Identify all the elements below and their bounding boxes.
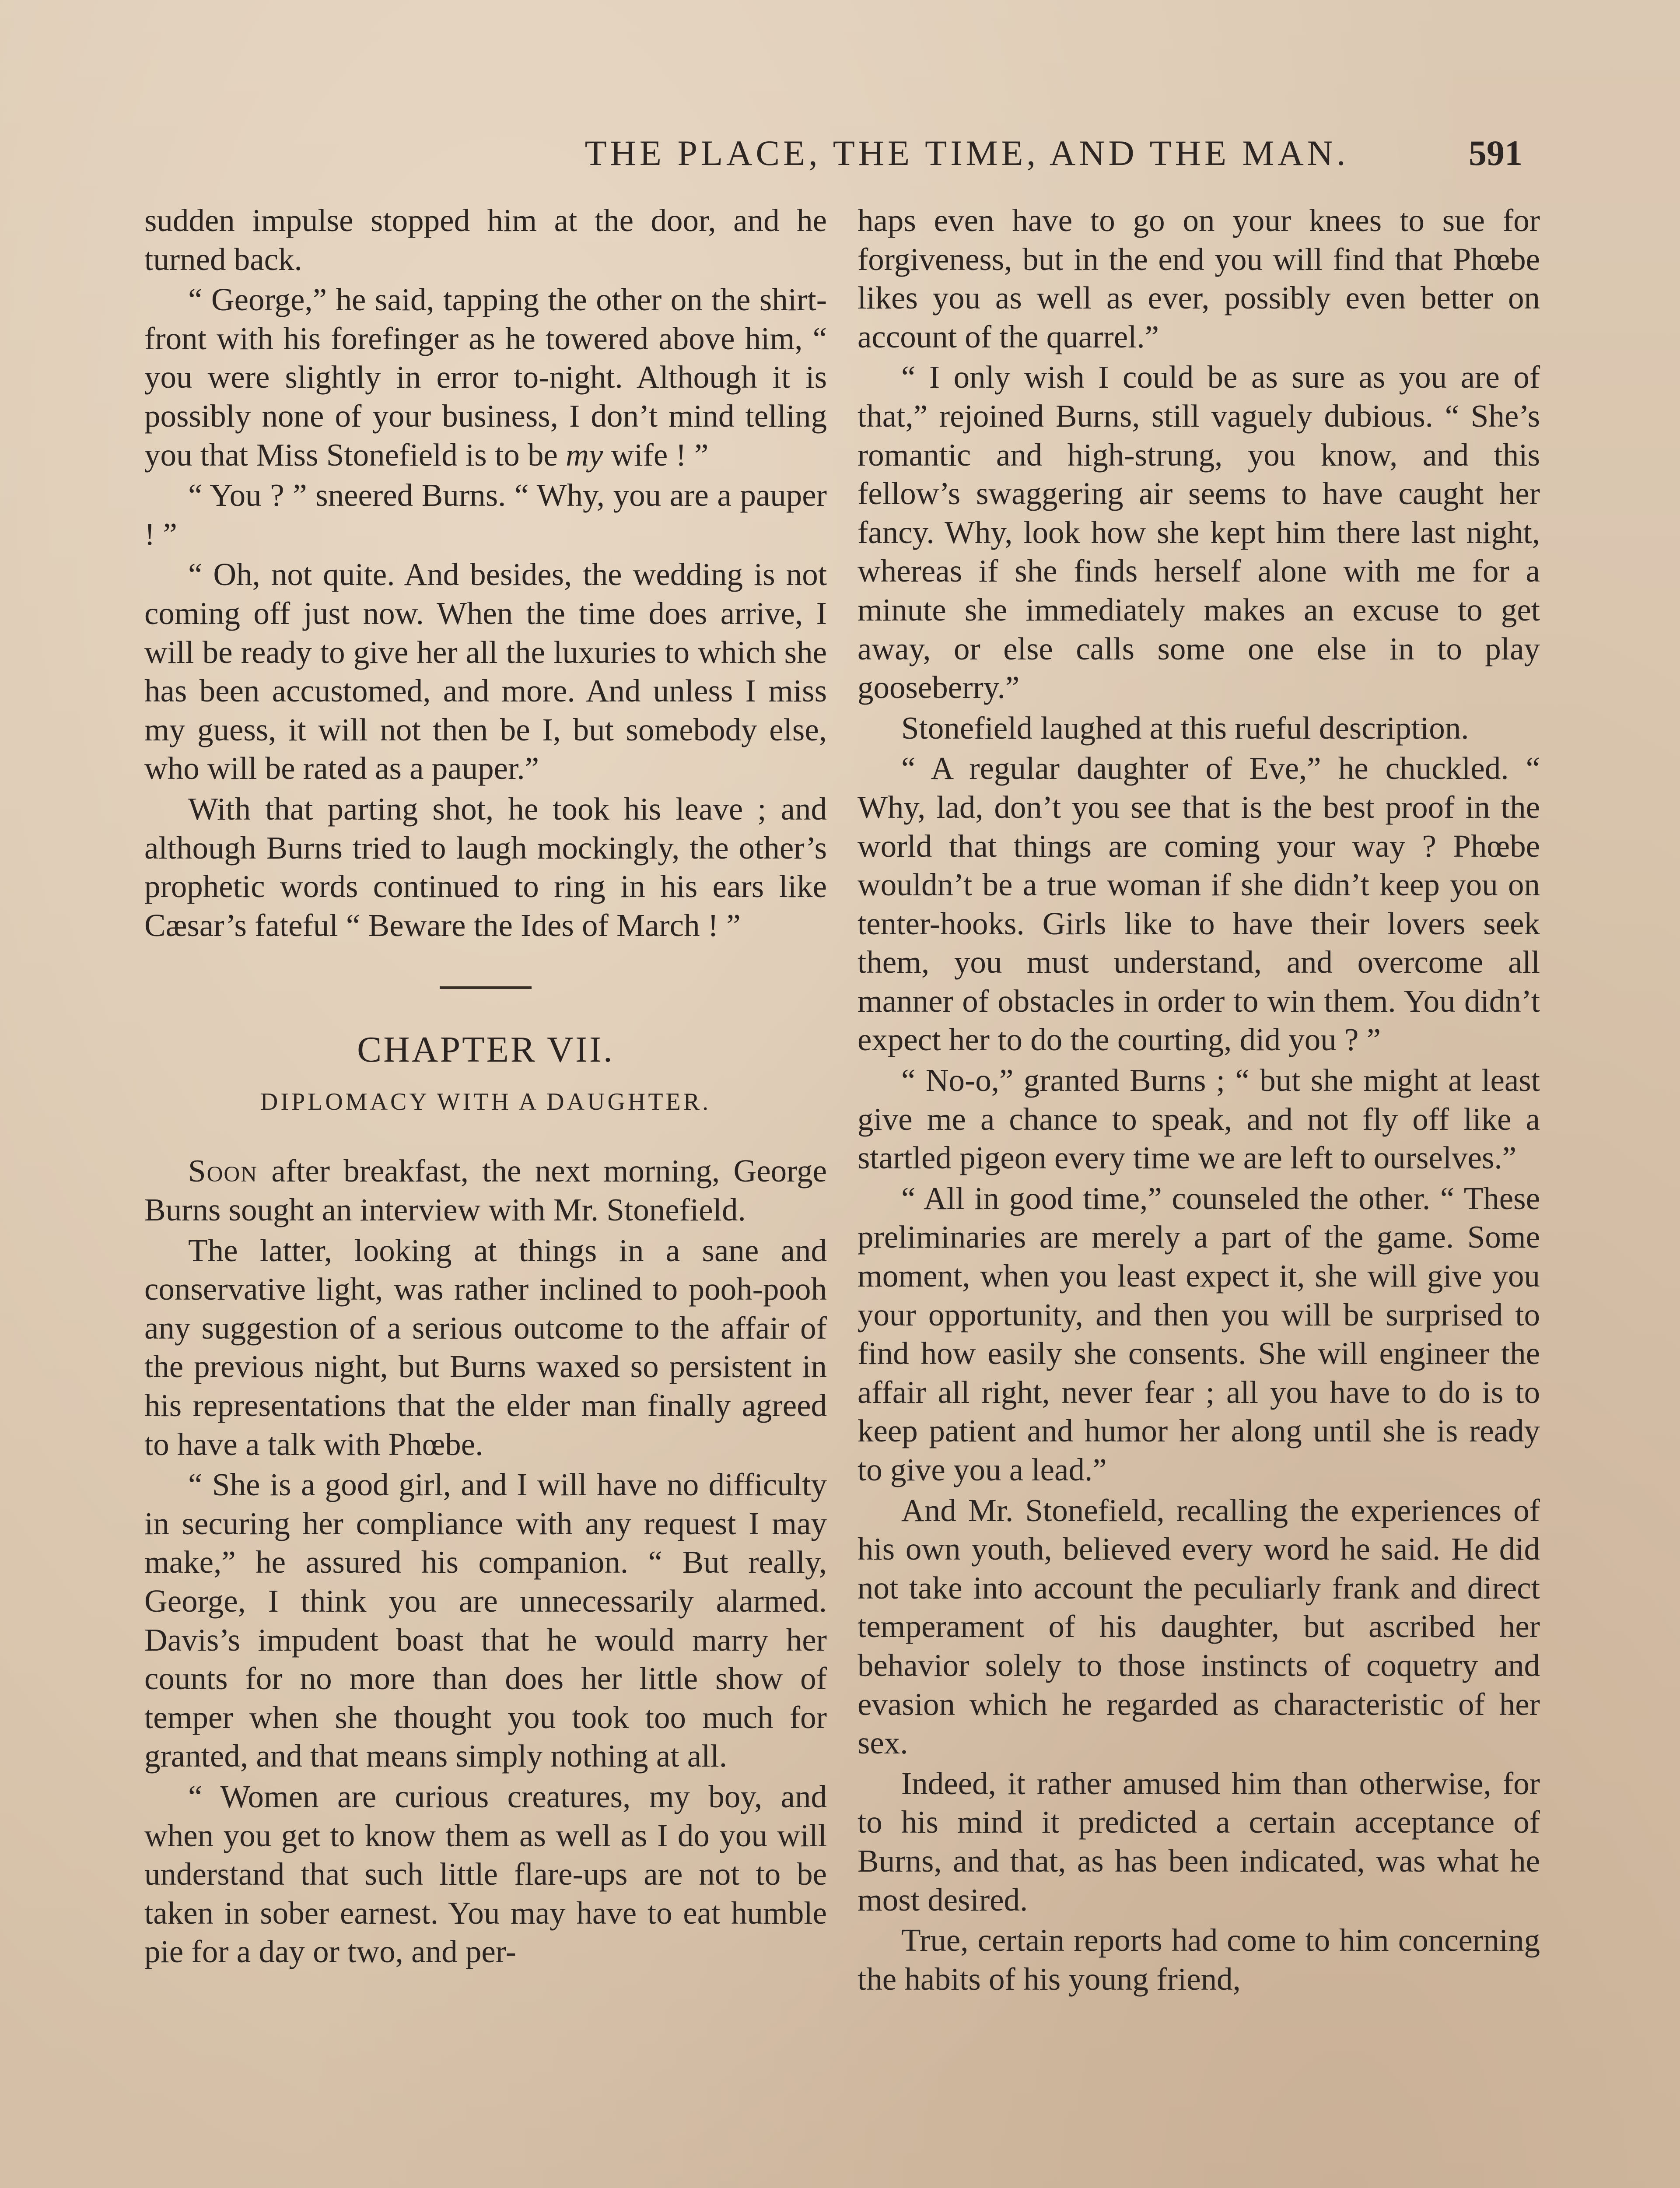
- paragraph: “ Oh, not quite. And besides, the wedding is not coming off just now. When the time does arrive, I will be ready to give her all the luxuries to which she has been accustomed, and more. And unless I miss my guess, it will not then be I, but somebody else, who will be rated as a pauper.”: [144, 557, 827, 786]
- paragraph: “ She is a good girl, and I will have no difficulty in securing her compliance with any request I may make,” he assured his companion. “ But really, George, I think you are unnecessarily alarmed. Davis’s impudent boast that he would marry her counts for no more than does her little show of temper when she thought you took too much for granted, and that means simply nothing at all.: [144, 1467, 827, 1774]
- paragraph: “ You ? ” sneered Burns. “ Why, you are a pauper ! ”: [144, 477, 827, 552]
- paragraph: “ A regular daughter of Eve,” he chuckled. “ Why, lad, don’t you see that is the best proof in the world that things are coming your way ? Phœbe wouldn’t be a true woman if she didn’t keep you on tenter-hooks. Girls like to have their lovers seek them, you must understand, and overcome all manner of obstacles in order to win them. You didn’t expect her to do the courting, did you ? ”: [858, 750, 1540, 1058]
- paragraph: “ Women are curious creatures, my boy, and when you get to know them as well as I do you will understand that such little flare-ups are not to be taken in sober earnest. You may have to eat humble pie for a day or two, and per-: [144, 1778, 827, 1970]
- chapter-heading: CHAPTER VII.: [357, 1029, 614, 1070]
- paragraph-text: “ George,” he said, tapping the other on the shirt-front with his forefinger as he towered above him, “ you were slightly in error to-night. Although it is possibly none of your business, I don’t mind telling you that Miss Stonefield is to be: [144, 282, 827, 473]
- drop-lead-word: Soon: [188, 1153, 258, 1189]
- paragraph: Stonefield laughed at this rueful description.: [901, 710, 1469, 746]
- paragraph: [144, 1152, 827, 1229]
- right-text-column: [858, 201, 1540, 2000]
- paragraph: Indeed, it rather amused him than otherwise, for to his mind it predicted a certain acceptance of Burns, and that, as has been indicated, was what he most desired.: [858, 1765, 1540, 1918]
- paragraph: With that parting shot, he took his leave ; and although Burns tried to laugh mockingly, the other’s prophetic words continued to ring in his ears like Cæsar’s fateful “ Beware the Ides of March ! ”: [144, 791, 827, 943]
- page-number: 591: [1469, 133, 1522, 173]
- paragraph-text: wife ! ”: [603, 437, 709, 473]
- chapter-subtitle: DIPLOMACY WITH A DAUGHTER.: [260, 1088, 711, 1115]
- left-text-column: [144, 201, 827, 1973]
- paragraph: “ I only wish I could be as sure as you are of that,” rejoined Burns, still vaguely dubious. “ She’s romantic and high-strung, you know, and this fellow’s swaggering air seems to have caught her fancy. Why, look how she kept him there last night, whereas if she finds herself alone with me for a minute she immediately makes an excuse to get away, or else calls some one else in to play gooseberry.”: [858, 359, 1540, 705]
- section-divider: [440, 986, 532, 989]
- paragraph: haps even have to go on your knees to sue for forgiveness, but in the end you will find that Phœbe likes you as well as ever, possibly even better on account of the quarrel.”: [858, 203, 1540, 354]
- paragraph-text: after breakfast, the next morning, George Burns sought an interview with Mr. Stonefield.: [144, 1153, 827, 1228]
- paragraph: “ All in good time,” counseled the other. “ These preliminaries are merely a part of the game. Some moment, when you least expect it, she will give you your opportunity, and then you will be surprised to find how easily she consents. She will engineer the affair all right, never fear ; all you have to do is to keep patient and humor her along until she is ready to give you a lead.”: [858, 1180, 1540, 1487]
- paragraph: sudden impulse stopped him at the door, and he turned back.: [144, 203, 827, 277]
- paragraph: “ No-o,” granted Burns ; “ but she might at least give me a chance to speak, and not fly off like a startled pigeon every time we are left to ourselves.”: [858, 1062, 1540, 1176]
- running-head-title: THE PLACE, THE TIME, AND THE MAN.: [584, 133, 1349, 173]
- paragraph: And Mr. Stonefield, recalling the experiences of his own youth, believed every word he said. He did not take into account the peculiarly frank and direct temperament of his daughter, but ascribed her behavior solely to those instincts of coquetry and evasion which he regarded as characteristic of her sex.: [858, 1492, 1540, 1761]
- paragraph: The latter, looking at things in a sane and conservative light, was rather inclined to pooh-pooh any suggestion of a serious outcome to the affair of the previous night, but Burns waxed so persistent in his representations that the elder man finally agreed to have a talk with Phœbe.: [144, 1232, 827, 1462]
- emphasis-text: my: [566, 437, 603, 473]
- paragraph: True, certain reports had come to him concerning the habits of his young friend,: [858, 1922, 1540, 1997]
- paragraph: [144, 281, 827, 474]
